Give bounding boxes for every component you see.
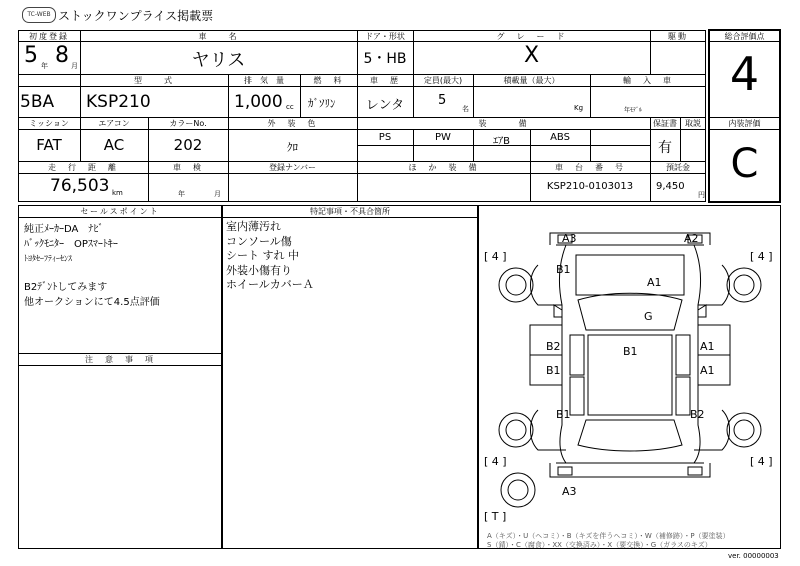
label-warranty: 保証書 — [653, 119, 677, 128]
label-history: 車 歴 — [370, 76, 400, 85]
reg-month: 8 — [55, 43, 69, 68]
note-line: ホイールカバーＡ — [226, 278, 314, 291]
color-no-value: 202 — [173, 136, 203, 154]
label-manual: 取説 — [685, 119, 701, 128]
page-title: ストックワンプライス掲載票 — [58, 9, 214, 23]
damage-legend-line-1: A（キズ）・U（ヘコミ）・B（キズを伴うヘコミ）・W（補修跡）・P（要塗装） — [487, 532, 730, 540]
label-plate: 登録ナンバー — [268, 163, 317, 172]
equipment-pw: PW — [435, 132, 451, 143]
engine-code: 5BA — [20, 92, 55, 112]
mark-roof: B1 — [623, 345, 638, 358]
label-other-equipment: ほ か 装 備 — [408, 163, 479, 172]
load-unit: Kg — [574, 104, 584, 112]
capacity-unit: 名 — [462, 105, 469, 113]
history-value: レンタ — [365, 98, 405, 113]
sales-point-line: ﾄﾖﾀｾｰﾌﾃｨｰｾﾝｽ — [24, 254, 72, 263]
label-color-no: カラーNo. — [169, 119, 207, 128]
label-overall: 総合評価点 — [724, 32, 765, 41]
mark-windshield: G — [644, 310, 653, 323]
label-displacement: 排 気 量 — [244, 76, 284, 85]
label-interior-score: 内装評価 — [728, 119, 761, 128]
damage-legend-line-2: S（錆）・C（腐食）・XX（交換済み）・X（要交換）・G（ガラスのキズ） — [487, 541, 712, 549]
sales-point-line: B2ﾃﾞﾝﾄしてみます — [24, 282, 108, 293]
model-code: KSP210 — [86, 92, 151, 112]
label-mileage: 走 行 距 離 — [48, 163, 118, 172]
aircon-value: AC — [103, 136, 125, 154]
reg-month-unit: 月 — [71, 62, 78, 70]
label-mission: ミッション — [29, 119, 69, 128]
label-door-type: ドア・形状 — [365, 32, 405, 41]
label-caution: 注 意 事 項 — [85, 355, 155, 364]
label-car-name: 車 名 — [198, 32, 239, 41]
mark-hood: A1 — [647, 276, 662, 289]
equipment-ps: PS — [378, 132, 392, 143]
notes-list — [226, 220, 314, 293]
mark-front-left-bumper: A3 — [562, 232, 577, 245]
import-model-year: 年ﾓﾃﾞﾙ — [624, 107, 643, 114]
reg-year-unit: 年 — [41, 62, 48, 70]
tire-grade-rear-left: [ 4 ] — [484, 455, 507, 468]
inspection-year-unit: 年 — [178, 190, 185, 198]
tire-grade-front-left: [ 4 ] — [484, 250, 507, 263]
label-load: 積載量（最大） — [503, 76, 560, 85]
price-unit: 円 — [698, 191, 705, 199]
warranty-value: 有 — [658, 140, 672, 156]
overall-score: 4 — [729, 47, 760, 101]
sales-point-list — [24, 223, 160, 310]
note-line: コンソール傷 — [226, 234, 292, 248]
price-value: 9,450 — [656, 181, 685, 192]
grade-value: X — [523, 43, 540, 68]
label-grade: グ レ ー ド — [496, 32, 567, 41]
label-chassis-no: 車 台 番 号 — [555, 163, 625, 172]
tire-grade-front-right: [ 4 ] — [750, 250, 773, 263]
mark-front-right-bumper: A2 — [684, 232, 699, 245]
sales-point-line: ﾊﾞｯｸﾓﾆﾀｰ OPｽﾏｰﾄｷｰ — [24, 238, 118, 250]
fuel-value: ｶﾞｿﾘﾝ — [308, 97, 336, 110]
label-notes: 特記事項・不具合箇所 — [310, 207, 390, 216]
mileage-value: 76,503 — [50, 176, 110, 196]
label-import: 輸 入 車 — [623, 76, 673, 85]
label-inspection: 車 検 — [173, 163, 203, 172]
mark-left-quarter: B1 — [556, 408, 571, 421]
label-drive: 駆動 — [668, 32, 688, 41]
mileage-unit: km — [112, 189, 123, 197]
car-diagram — [478, 205, 781, 549]
note-line: 外装小傷有り — [226, 263, 292, 277]
capacity-value: 5 — [438, 93, 447, 108]
mark-left-front-door: B2 — [546, 340, 561, 353]
version-label: ver. 00000003 — [728, 552, 779, 560]
label-capacity: 定員(最大) — [423, 76, 463, 85]
mark-right-quarter: B2 — [690, 408, 705, 421]
inspection-month-unit: 月 — [214, 190, 221, 198]
chassis-no-value: KSP210-0103013 — [546, 181, 634, 192]
label-first-reg: 初度登録 — [29, 32, 69, 41]
mark-right-rear-door: A1 — [700, 364, 715, 377]
label-equipment: 装 備 — [478, 119, 529, 128]
label-model: 型 式 — [134, 76, 174, 85]
spare-tire-grade: [ T ] — [484, 510, 507, 523]
label-fuel: 燃 料 — [313, 76, 344, 85]
exterior-color-value: ｸﾛ — [287, 141, 298, 154]
mission-value: FAT — [36, 136, 62, 154]
label-exterior: 外 装 色 — [267, 119, 318, 128]
mark-right-front-door: A1 — [700, 340, 715, 353]
sales-point-line: 他オークションにて4.5点評価 — [24, 296, 160, 308]
mark-rear-bumper: A3 — [562, 485, 577, 498]
displacement: 1,000 — [234, 92, 283, 112]
note-line: シート すれ 中 — [226, 249, 299, 262]
equipment-abs: ABS — [550, 132, 570, 143]
tire-grade-rear-right: [ 4 ] — [750, 455, 773, 468]
note-line: 室内薄汚れ — [226, 220, 281, 233]
interior-score: C — [730, 141, 759, 187]
displacement-unit: cc — [286, 103, 294, 111]
car-name: ヤリス — [191, 50, 246, 71]
tcweb-logo: TC-WEB — [22, 7, 56, 23]
equipment-airbag: ｴｱB — [493, 136, 510, 147]
mark-front-left-fender: B1 — [556, 263, 571, 276]
door-type: 5・HB — [363, 51, 407, 67]
label-price: 預託金 — [666, 163, 690, 172]
label-sales-point: セールスポイント — [80, 207, 160, 216]
sales-point-line — [24, 267, 160, 282]
reg-year: 5 — [24, 43, 38, 68]
label-aircon: エアコン — [98, 119, 130, 128]
mark-left-rear-door: B1 — [546, 364, 561, 377]
sales-point-line: 純正ﾒｰｶｰDA ﾅﾋﾞ — [24, 224, 104, 235]
